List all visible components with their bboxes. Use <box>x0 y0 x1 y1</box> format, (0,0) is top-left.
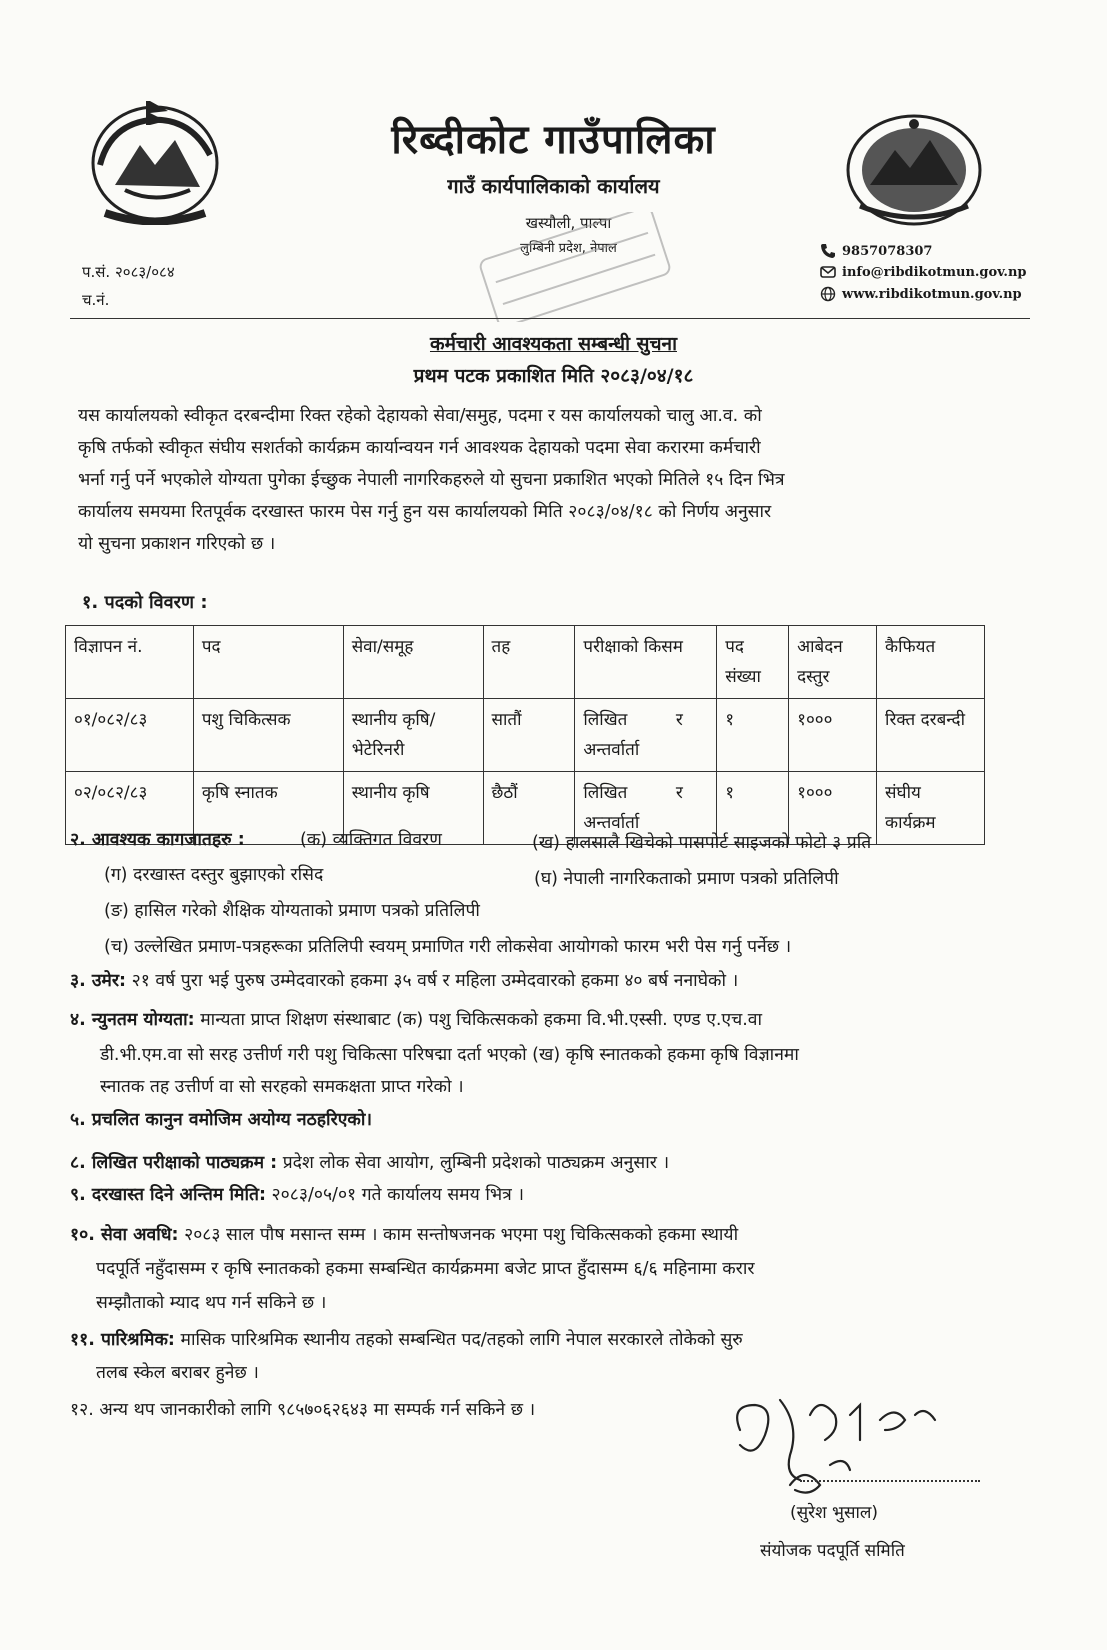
table-cell: छैठौं <box>483 772 575 845</box>
table-cell: लिखित र अन्तर्वार्ता <box>575 772 717 845</box>
min-qualification: ४. न्युनतम योग्यता: मान्यता प्राप्त शिक्षण संस्थाबाट (क) पशु चिकित्सकको हकमा वि.भी.एस्सी. एण्ड ए.एच.वा <box>70 1010 763 1030</box>
table-header-cell: तह <box>483 626 575 699</box>
intro-line: भर्ना गर्नु पर्ने भएकोले योग्यता पुगेका ईच्छुक नेपाली नागरिकहरुले यो सुचना प्रकाशित भएको मितिले १५ दिन भित्र <box>78 470 785 490</box>
table-header-cell: आबेदन दस्तुर <box>789 626 877 699</box>
eligibility-clause: ५. प्रचलित कानुन वमोजिम अयोग्य नठहरिएको। <box>70 1110 373 1130</box>
signatory-role: संयोजक पदपूर्ति समिति <box>760 1541 905 1561</box>
header-divider <box>70 318 1030 319</box>
table-cell: कृषि स्नातक <box>193 772 343 845</box>
service-period-line: सम्झौताको म्याद थप गर्न सकिने छ । <box>96 1293 327 1313</box>
office-stamp <box>475 212 675 322</box>
table-header-row <box>66 626 985 699</box>
table-cell: रिक्त दरबन्दी <box>877 699 985 772</box>
intro-line: यो सुचना प्रकाशन गरिएको छ । <box>78 534 276 554</box>
website-url[interactable]: www.ribdikotmun.gov.np <box>842 286 1022 302</box>
contact-email <box>820 264 1027 280</box>
doc-item-e: (ङ) हासिल गरेको शैक्षिक योग्यताको प्रमाण पत्रको प्रतिलिपी <box>104 901 480 921</box>
intro-line: यस कार्यालयको स्वीकृत दरबन्दीमा रिक्त रहेको देहायको सेवा/समुह, पदमा र यस कार्यालयको चालु आ.व. को <box>78 406 762 426</box>
doc-item-c: (ग) दरखास्त दस्तुर बुझाएको रसिद <box>104 865 324 885</box>
table-cell: १००० <box>789 699 877 772</box>
remuneration: ११. पारिश्रमिक: मासिक पारिश्रमिक स्थानीय तहको सम्बन्धित पद/तहको लागि नेपाल सरकारले तोकेको सुरु <box>70 1330 743 1350</box>
intro-paragraph <box>78 400 1028 560</box>
globe-icon <box>820 286 836 302</box>
municipality-title: रिब्दीकोट गाउँपालिका <box>391 117 716 163</box>
table-cell: ०२/०८२/८३ <box>66 772 194 845</box>
contact-phone <box>820 243 932 259</box>
docs-heading: २. आवश्यक कागजातहरु : <box>70 830 245 850</box>
table-header-cell: परीक्षाको किसम <box>575 626 717 699</box>
signatory-name: (सुरेश भुसाल) <box>790 1503 879 1523</box>
notice-title: कर्मचारी आवश्यकता सम्बन्धी सुचना <box>429 333 677 355</box>
table-cell: ०१/०८२/८३ <box>66 699 194 772</box>
table-cell: स्थानीय कृषि <box>343 772 483 845</box>
doc-item-a: (क) व्यक्तिगत विवरण <box>300 830 442 850</box>
remuneration-line: तलब स्केल बराबर हुनेछ । <box>96 1363 259 1383</box>
notice-published-date: प्रथम पटक प्रकाशित मिति २०८३/०४/१८ <box>413 365 694 387</box>
table-row <box>66 699 985 772</box>
doc-item-f: (च) उल्लेखित प्रमाण-पत्रहरूका प्रतिलिपी स्वयम् प्रमाणित गरी लोकसेवा आयोगको फारम भरी पेस गर्नु पर्नेछ । <box>104 937 792 957</box>
service-period: १०. सेवा अवधि: २०८३ साल पौष मसान्त सम्म । काम सन्तोषजनक भएमा पशु चिकित्सकको हकमा स्थायी <box>70 1225 739 1245</box>
table-header-cell: कैफियत <box>877 626 985 699</box>
table-cell: स्थानीय कृषि/भेटेरिनरी <box>343 699 483 772</box>
table-header-cell: विज्ञापन नं. <box>66 626 194 699</box>
phone-icon <box>820 243 836 259</box>
address-line-2: लुम्बिनी प्रदेश, नेपाल <box>520 241 617 256</box>
intro-line: कृषि तर्फको स्वीकृत संघीय सशर्तको कार्यक्रम कार्यान्वयन गर्न आवश्यक देहायको पदमा सेवा करारमा कर्मचारी <box>78 438 761 458</box>
dispatch-number: च.नं. <box>82 291 110 309</box>
reference-number: प.सं. २०८३/०८४ <box>82 263 175 281</box>
table-cell: संघीय कार्यक्रम <box>877 772 985 845</box>
address-line-1: खस्यौली, पाल्पा <box>525 214 612 232</box>
signature-line <box>800 1480 980 1482</box>
table-cell: १००० <box>789 772 877 845</box>
doc-item-d: (घ) नेपाली नागरिकताको प्रमाण पत्रको प्रतिलिपी <box>534 869 839 889</box>
table-cell: पशु चिकित्सक <box>193 699 343 772</box>
table-cell: लिखित र अन्तर्वार्ता <box>575 699 717 772</box>
table-cell: १ <box>717 772 789 845</box>
exam-syllabus: ८. लिखित परीक्षाको पाठ्यक्रम : प्रदेश लोक सेवा आयोग, लुम्बिनी प्रदेशको पाठ्यक्रम अनुसार । <box>70 1153 670 1173</box>
section-post-details-heading: १. पदको विवरण : <box>82 592 208 613</box>
min-qualification-line: स्नातक तह उत्तीर्ण वा सो सरहको समकक्षता प्राप्त गरेको । <box>100 1077 464 1097</box>
intro-line: कार्यालय समयमा रितपूर्वक दरखास्त फारम पेस गर्नु हुन यस कार्यालयको मिति २०८३/०४/१८ को निर्णय अनुसार <box>78 502 772 522</box>
min-qualification-line: डी.भी.एम.वा सो सरह उत्तीर्ण गरी पशु चिकित्सा परिषद्मा दर्ता भएको (ख) कृषि स्नातकको हकमा कृषि विज्ञानमा <box>100 1045 799 1065</box>
service-period-line: पदपूर्ति नहुँदासम्म र कृषि स्नातकको हकमा सम्बन्धित कार्यक्रममा बजेट प्राप्त हुँदासम्म ६/६ महिनामा करार <box>96 1259 755 1279</box>
post-details-table <box>65 625 985 845</box>
email-icon <box>820 264 836 280</box>
doc-item-b: (ख) हालसालै खिचेको पासपोर्ट साइजको फोटो ३ प्रति <box>532 833 872 853</box>
contact-info-line: १२. अन्य थप जानकारीको लागि ९८५७०६२६४३ मा सम्पर्क गर्न सकिने छ । <box>70 1400 536 1420</box>
contact-website <box>820 286 1022 302</box>
table-cell: १ <box>717 699 789 772</box>
handwritten-signature <box>720 1385 960 1505</box>
table-header-cell: पद <box>193 626 343 699</box>
table-header-cell: पद संख्या <box>717 626 789 699</box>
table-cell: सातौं <box>483 699 575 772</box>
phone-number: 9857078307 <box>842 243 933 259</box>
application-deadline: ९. दरखास्त दिने अन्तिम मिति: २०८३/०५/०१ गते कार्यालय समय भित्र । <box>70 1185 525 1205</box>
email-address[interactable]: info@ribdikotmun.gov.np <box>842 264 1027 280</box>
age-requirement: ३. उमेर: २१ वर्ष पुरा भई पुरुष उम्मेदवारको हकमा ३५ वर्ष र महिला उम्मेदवारको हकमा ४० बर्ष ननाघेको । <box>70 971 739 991</box>
table-header-cell: सेवा/समूह <box>343 626 483 699</box>
office-subtitle: गाउँ कार्यपालिकाको कार्यालय <box>447 174 660 198</box>
